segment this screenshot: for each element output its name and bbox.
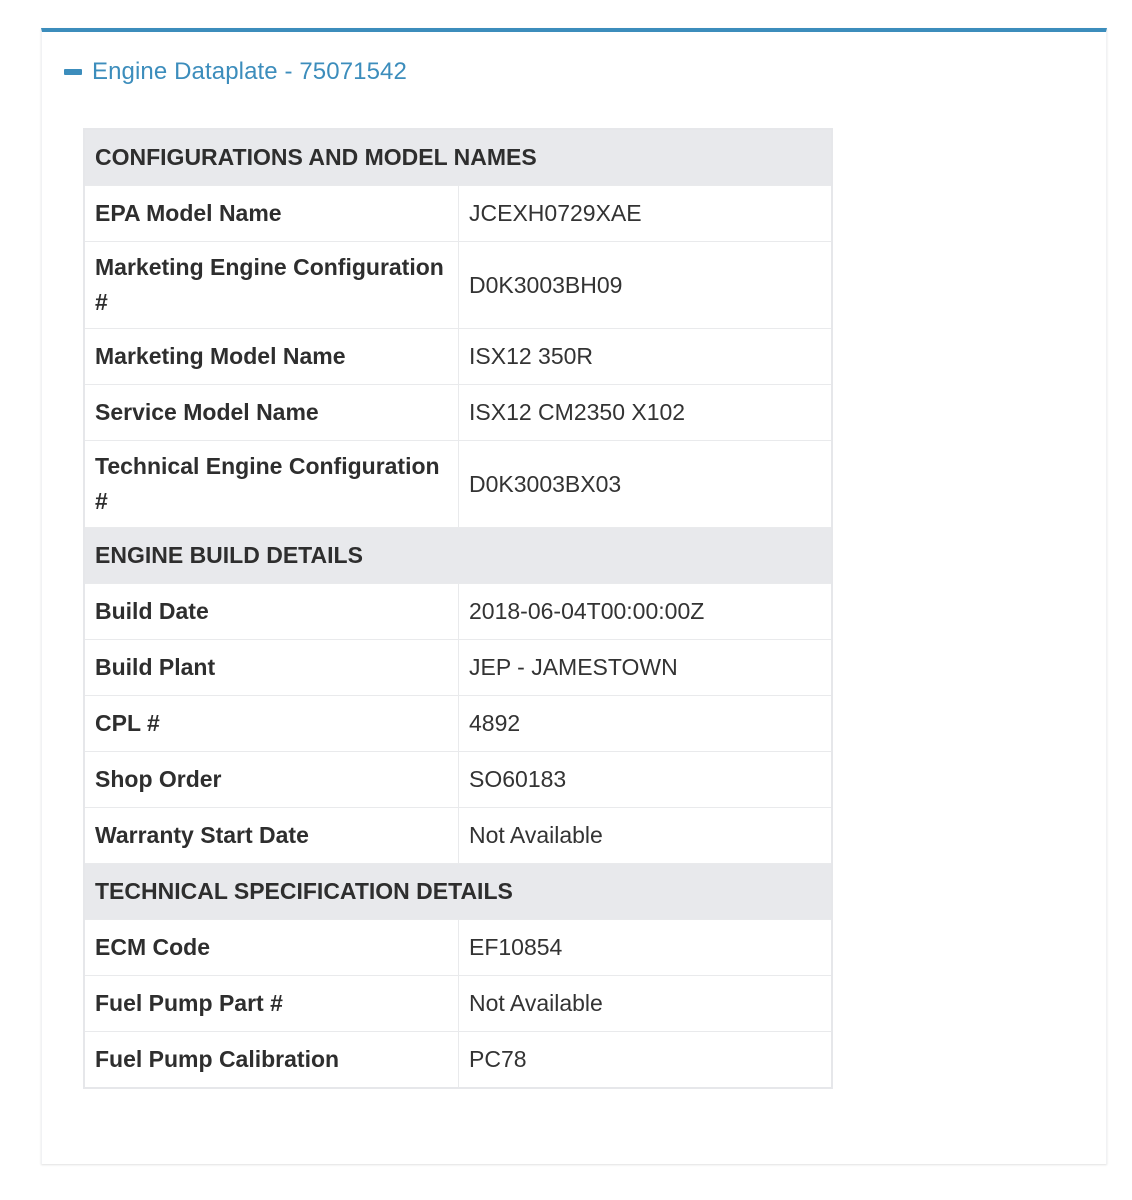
row-value: Not Available bbox=[459, 808, 833, 864]
table-row bbox=[84, 640, 832, 696]
row-label: Warranty Start Date bbox=[84, 808, 459, 864]
row-label: Marketing Model Name bbox=[84, 329, 459, 385]
row-label: Build Date bbox=[84, 584, 459, 640]
minus-icon[interactable] bbox=[64, 69, 82, 75]
table-row bbox=[84, 808, 832, 864]
row-label: Shop Order bbox=[84, 752, 459, 808]
table-row bbox=[84, 696, 832, 752]
table-row bbox=[84, 385, 832, 441]
row-label: Fuel Pump Part # bbox=[84, 976, 459, 1032]
row-label: EPA Model Name bbox=[84, 186, 459, 242]
row-value: EF10854 bbox=[459, 920, 833, 976]
table-row bbox=[84, 329, 832, 385]
section-title: ENGINE BUILD DETAILS bbox=[84, 528, 832, 584]
section-header-row bbox=[84, 864, 832, 920]
section-header-row bbox=[84, 528, 832, 584]
row-value: PC78 bbox=[459, 1032, 833, 1089]
row-value: SO60183 bbox=[459, 752, 833, 808]
row-value: JCEXH0729XAE bbox=[459, 186, 833, 242]
row-label: Fuel Pump Calibration bbox=[84, 1032, 459, 1089]
row-value: Not Available bbox=[459, 976, 833, 1032]
table-row bbox=[84, 976, 832, 1032]
row-label: Service Model Name bbox=[84, 385, 459, 441]
table-row bbox=[84, 584, 832, 640]
row-value: ISX12 350R bbox=[459, 329, 833, 385]
row-label: CPL # bbox=[84, 696, 459, 752]
panel-title: Engine Dataplate - 75071542 bbox=[92, 58, 407, 85]
row-value: ISX12 CM2350 X102 bbox=[459, 385, 833, 441]
row-value: D0K3003BX03 bbox=[459, 441, 833, 528]
row-value: D0K3003BH09 bbox=[459, 242, 833, 329]
row-value: 2018-06-04T00:00:00Z bbox=[459, 584, 833, 640]
section-header-row bbox=[84, 129, 832, 186]
panel-collapse-toggle[interactable] bbox=[64, 54, 407, 90]
row-value: JEP - JAMESTOWN bbox=[459, 640, 833, 696]
table-row bbox=[84, 242, 832, 329]
table-row bbox=[84, 186, 832, 242]
table-row bbox=[84, 752, 832, 808]
table-row bbox=[84, 441, 832, 528]
section-title: CONFIGURATIONS AND MODEL NAMES bbox=[84, 129, 832, 186]
section-title: TECHNICAL SPECIFICATION DETAILS bbox=[84, 864, 832, 920]
dataplate-table bbox=[83, 128, 833, 1089]
table-row bbox=[84, 1032, 832, 1089]
row-label: ECM Code bbox=[84, 920, 459, 976]
table-row bbox=[84, 920, 832, 976]
row-label: Build Plant bbox=[84, 640, 459, 696]
row-label: Marketing Engine Configuration # bbox=[84, 242, 459, 329]
row-value: 4892 bbox=[459, 696, 833, 752]
row-label: Technical Engine Configuration # bbox=[84, 441, 459, 528]
